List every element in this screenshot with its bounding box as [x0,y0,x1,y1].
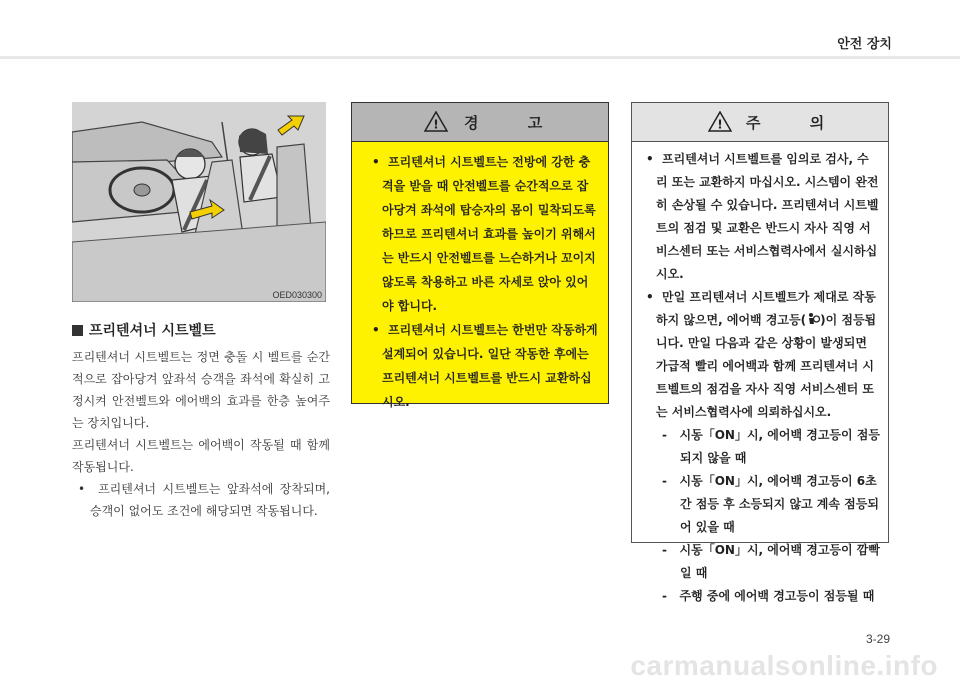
warning-item: • 프리텐셔너 시트벨트는 전방에 강한 충격을 받을 때 안전벨트를 순간적으로 잡아당겨 좌석에 탑승자의 몸이 밀착되도록 하므로 프리텐셔너 효과를 높이기 위해서는 반드시 안전벨트를 느슨하거나 꼬이지 않도록 착용하고 바른 자세로 앉아 있어야 합니다. [372,155,596,313]
caution-subitem-text: 시동「ON」시, 에어백 경고등이 깜빡일 때 [679,543,880,580]
section-heading-text: 프리텐셔너 시트벨트 [89,323,216,339]
caution-body [632,142,888,608]
chapter-title: 안전 장치 [837,37,892,52]
caution-item-text: )이 점등됩니다. 만일 다음과 같은 상황이 발생되면 가급적 빨리 에어백과 함께 프리텐셔너 시트벨트의 점검을 자사 직영 서비스센터 또는 서비스협력사에 의뢰하십시오. [656,313,877,419]
caution-subitem-text: 주행 중에 에어백 경고등이 점등될 때 [679,589,875,603]
header-divider [0,56,960,59]
caution-subitem-text: 시동「ON」시, 에어백 경고등이 6초간 점등 후 소등되지 않고 계속 점등되어 있을 때 [679,474,879,534]
svg-text:!: ! [433,117,439,132]
watermark-text: carmanualsonline.info [630,650,938,681]
pretensioner-illustration [72,102,326,302]
body-paragraph: 프리텐셔너 시트벨트는 정면 충돌 시 벨트를 순간적으로 잡아당겨 앞좌석 승객을 좌석에 확실히 고정시켜 안전벨트와 에어백의 효과를 한층 높여주는 장치입니다. [72,350,330,430]
caution-header [632,103,888,142]
body-bullet-text: 프리텐셔너 시트벨트는 앞좌석에 장착되며, 승객이 없어도 조건에 해당되면 작동됩니다. [90,482,330,518]
warning-item-text: 프리텐셔너 시트벨트는 한번만 작동하게 설계되어 있습니다. 일단 작동한 후에는 프리텐셔너 시트벨트를 반드시 교환하십시오. [382,323,598,409]
caution-item: • 프리텐셔너 시트벨트를 임의로 검사, 수리 또는 교환하지 마십시오. 시스템이 완전히 손상될 수 있습니다. 프리텐셔너 시트벨트의 점검 및 교환은 반드시 자사 직영 서비스센터 또는 서비스협력사에서 실시하십시오. [646,152,879,281]
caution-item-text: 만일 프리텐셔너 시트벨트가 제대로 작동하지 않으면, 에어백 경고등( [656,290,876,327]
warning-item: • 프리텐셔너 시트벨트는 한번만 작동하게 설계되어 있습니다. 일단 작동한 후에는 프리텐셔너 시트벨트를 반드시 교환하십시오. [372,323,598,409]
section-body [72,346,330,522]
warning-title: 경 고 [464,114,565,132]
caution-title: 주 의 [746,114,847,132]
caution-subitem: - 시동「ON」시, 에어백 경고등이 깜빡일 때 [662,543,880,580]
section-heading [72,320,216,340]
figure-code: OED030300 [272,290,322,300]
heading-square-icon [72,325,83,336]
caution-box [631,102,889,603]
warning-body [352,142,608,414]
caution-subitem: - 시동「ON」시, 에어백 경고등이 6초간 점등 후 소등되지 않고 계속 점등되어 있을 때 [662,474,879,534]
caution-item: • 만일 프리텐셔너 시트벨트가 제대로 작동하지 않으면, 에어백 경고등( )이 점등됩니다. 만일 다음과 같은 상황이 발생되면 가급적 빨리 에어백과 함께 프리텐셔너 시트벨트의 점검을 자사 직영 서비스센터 또는 서비스협력사에 의뢰하십시오. [646,290,877,419]
warning-triangle-icon [424,111,448,132]
watermark-bar [0,646,960,685]
caution-subitem: - 주행 중에 에어백 경고등이 점등될 때 [662,589,875,603]
warning-box [351,102,609,409]
caution-item-text: 프리텐셔너 시트벨트를 임의로 검사, 수리 또는 교환하지 마십시오. 시스템이 완전히 손상될 수 있습니다. 프리텐셔너 시트벨트의 점검 및 교환은 반드시 자사 직영 서비스센터 또는 서비스협력사에서 실시하십시오. [656,152,879,281]
body-bullet: • 프리텐셔너 시트벨트는 앞좌석에 장착되며, 승객이 없어도 조건에 해당되면 작동됩니다. [78,482,330,518]
caution-subitem-text: 시동「ON」시, 에어백 경고등이 점등되지 않을 때 [679,428,880,465]
caution-triangle-icon [708,111,732,132]
warning-header [352,103,608,142]
warning-item-text: 프리텐셔너 시트벨트는 전방에 강한 충격을 받을 때 안전벨트를 순간적으로 잡아당겨 좌석에 탑승자의 몸이 밀착되도록 하므로 프리텐셔너 효과를 높이기 위해서는 반드시 안전벨트를 느슨하거나 꼬이지 않도록 착용하고 바른 자세로 앉아 있어야 합니다. [382,155,596,313]
page-header [0,0,960,64]
caution-subitem: - 시동「ON」시, 에어백 경고등이 점등되지 않을 때 [662,428,880,465]
car-interior-drawing [72,102,326,302]
svg-text:!: ! [717,117,723,132]
airbag-warning-icon [806,312,820,326]
body-paragraph: 프리텐셔너 시트벨트는 에어백이 작동될 때 함께 작동됩니다. [72,438,330,474]
page-number: 3-29 [865,632,890,646]
